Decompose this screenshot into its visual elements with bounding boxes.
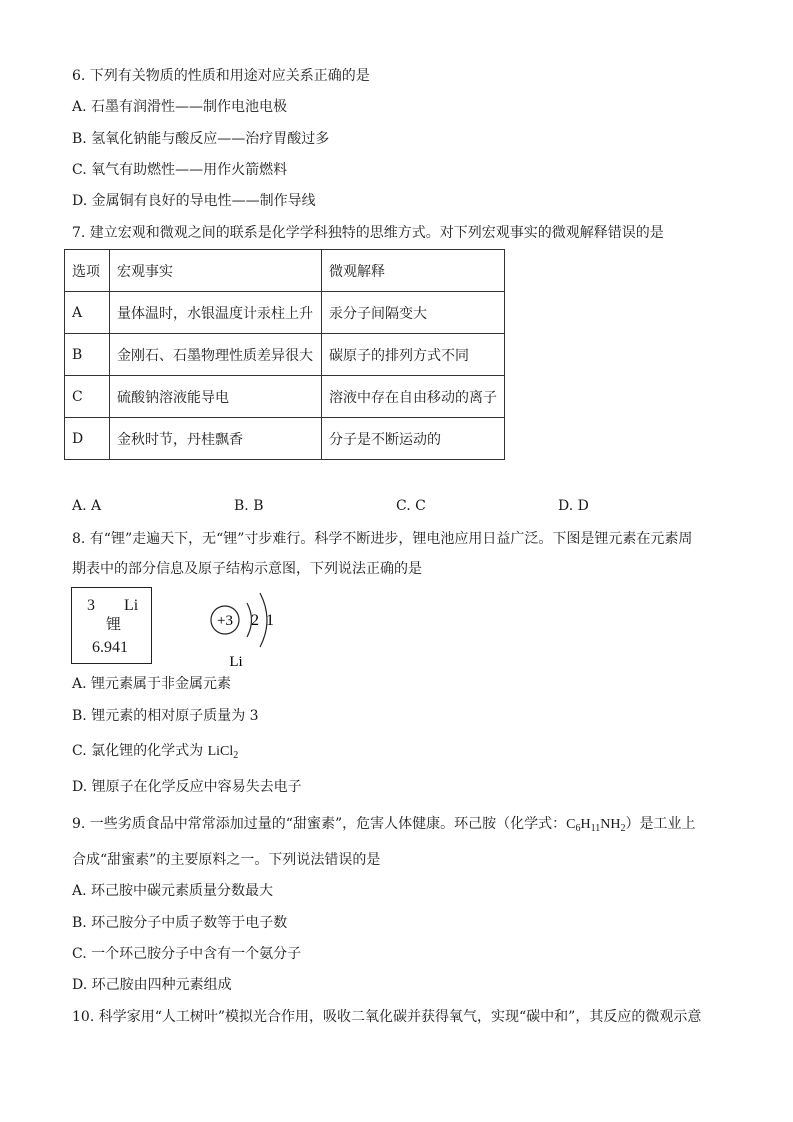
q9-option-b: B. 环己胺分子中质子数等于电子数 bbox=[72, 915, 288, 931]
table-row bbox=[65, 376, 505, 418]
licl2-formula: LiCl$_2$ bbox=[207, 744, 239, 761]
q8-option-c-text: C. 氯化锂的化学式为 bbox=[72, 743, 208, 759]
q7-table bbox=[64, 249, 505, 460]
table-cell: C bbox=[65, 376, 110, 418]
q8-option-b: B. 锂元素的相对原子质量为 3 bbox=[72, 708, 259, 724]
q8-option-c bbox=[72, 742, 238, 765]
q9-stem-line2: 合成“甜蜜素”的主要原料之一。下列说法错误的是 bbox=[72, 852, 381, 868]
q10-stem: 10. 科学家用“人工树叶”模拟光合作用，吸收二氧化碳并获得氧气，实现“碳中和”，其反应的微观示意 bbox=[72, 1009, 702, 1025]
table-row bbox=[65, 418, 505, 460]
table-cell: A bbox=[65, 292, 110, 334]
atomic-number: 3 bbox=[87, 597, 95, 614]
q6-option-d: D. 金属铜有良好的导电性——制作导线 bbox=[72, 193, 316, 209]
q7-answer-b: B. B bbox=[234, 498, 264, 514]
q9-stem-line1: 9. 一些劣质食品中常常添加过量的“甜蜜素”，危害人体健康。环己胺（化学式：$C_6H_{11}NH_2$）是工业上 bbox=[72, 816, 696, 834]
table-cell: 碳原子的排列方式不同 bbox=[322, 334, 505, 376]
atom-label: Li bbox=[229, 654, 243, 670]
table-row bbox=[65, 334, 505, 376]
cyclohexylamine-formula: $C_6H_{11}NH_2$ bbox=[566, 817, 626, 834]
shell-2-electrons: 1 bbox=[266, 612, 274, 629]
table-header-option: 选项 bbox=[65, 250, 110, 292]
q8-option-a: A. 锂元素属于非金属元素 bbox=[72, 676, 232, 692]
table-header-row bbox=[65, 250, 505, 292]
q7-answer-c: C. C bbox=[396, 498, 426, 514]
table-cell: 金刚石、石墨物理性质差异很大 bbox=[110, 334, 322, 376]
q7-answer-d: D. D bbox=[558, 498, 589, 514]
q8-option-d: D. 锂原子在化学反应中容易失去电子 bbox=[72, 779, 302, 795]
q6-option-a: A. 石墨有润滑性——制作电池电极 bbox=[72, 99, 288, 115]
element-symbol: Li bbox=[124, 597, 139, 614]
atom-structure-diagram bbox=[205, 590, 295, 670]
q9-option-a: A. 环己胺中碳元素质量分数最大 bbox=[72, 883, 274, 899]
q8-stem-line2: 期表中的部分信息及原子结构示意图，下列说法正确的是 bbox=[72, 561, 422, 577]
table-cell: 分子是不断运动的 bbox=[322, 418, 505, 460]
nucleus-charge: +3 bbox=[217, 613, 233, 629]
table-cell: 溶液中存在自由移动的离子 bbox=[322, 376, 505, 418]
table-header-micro: 微观解释 bbox=[322, 250, 505, 292]
q6-stem: 6. 下列有关物质的性质和用途对应关系正确的是 bbox=[72, 68, 370, 84]
table-cell: 汞分子间隔变大 bbox=[322, 292, 505, 334]
table-header-macro: 宏观事实 bbox=[110, 250, 322, 292]
q9-option-d: D. 环己胺由四种元素组成 bbox=[72, 977, 232, 993]
shell-1-electrons: 2 bbox=[251, 612, 259, 629]
q9-option-c: C. 一个环己胺分子中含有一个氨分子 bbox=[72, 946, 302, 962]
q6-option-c: C. 氧气有助燃性——用作火箭燃料 bbox=[72, 162, 288, 178]
atomic-mass: 6.941 bbox=[92, 639, 128, 656]
table-row bbox=[65, 292, 505, 334]
table-cell: 金秋时节，丹桂飘香 bbox=[110, 418, 322, 460]
table-cell: D bbox=[65, 418, 110, 460]
table-cell: B bbox=[65, 334, 110, 376]
q8-stem-line1: 8. 有“锂”走遍天下，无“锂”寸步难行。科学不断进步，锂电池应用日益广泛。下图是锂元素在元素周 bbox=[72, 531, 693, 547]
element-name: 锂 bbox=[106, 617, 122, 633]
q6-option-b: B. 氢氧化钠能与酸反应——治疗胃酸过多 bbox=[72, 131, 330, 147]
periodic-table-cell bbox=[71, 587, 152, 664]
q7-answer-a: A. A bbox=[72, 498, 102, 514]
table-cell: 硫酸钠溶液能导电 bbox=[110, 376, 322, 418]
table-cell: 量体温时，水银温度计汞柱上升 bbox=[110, 292, 322, 334]
q7-stem: 7. 建立宏观和微观之间的联系是化学学科独特的思维方式。对下列宏观事实的微观解释错误的是 bbox=[72, 225, 664, 241]
